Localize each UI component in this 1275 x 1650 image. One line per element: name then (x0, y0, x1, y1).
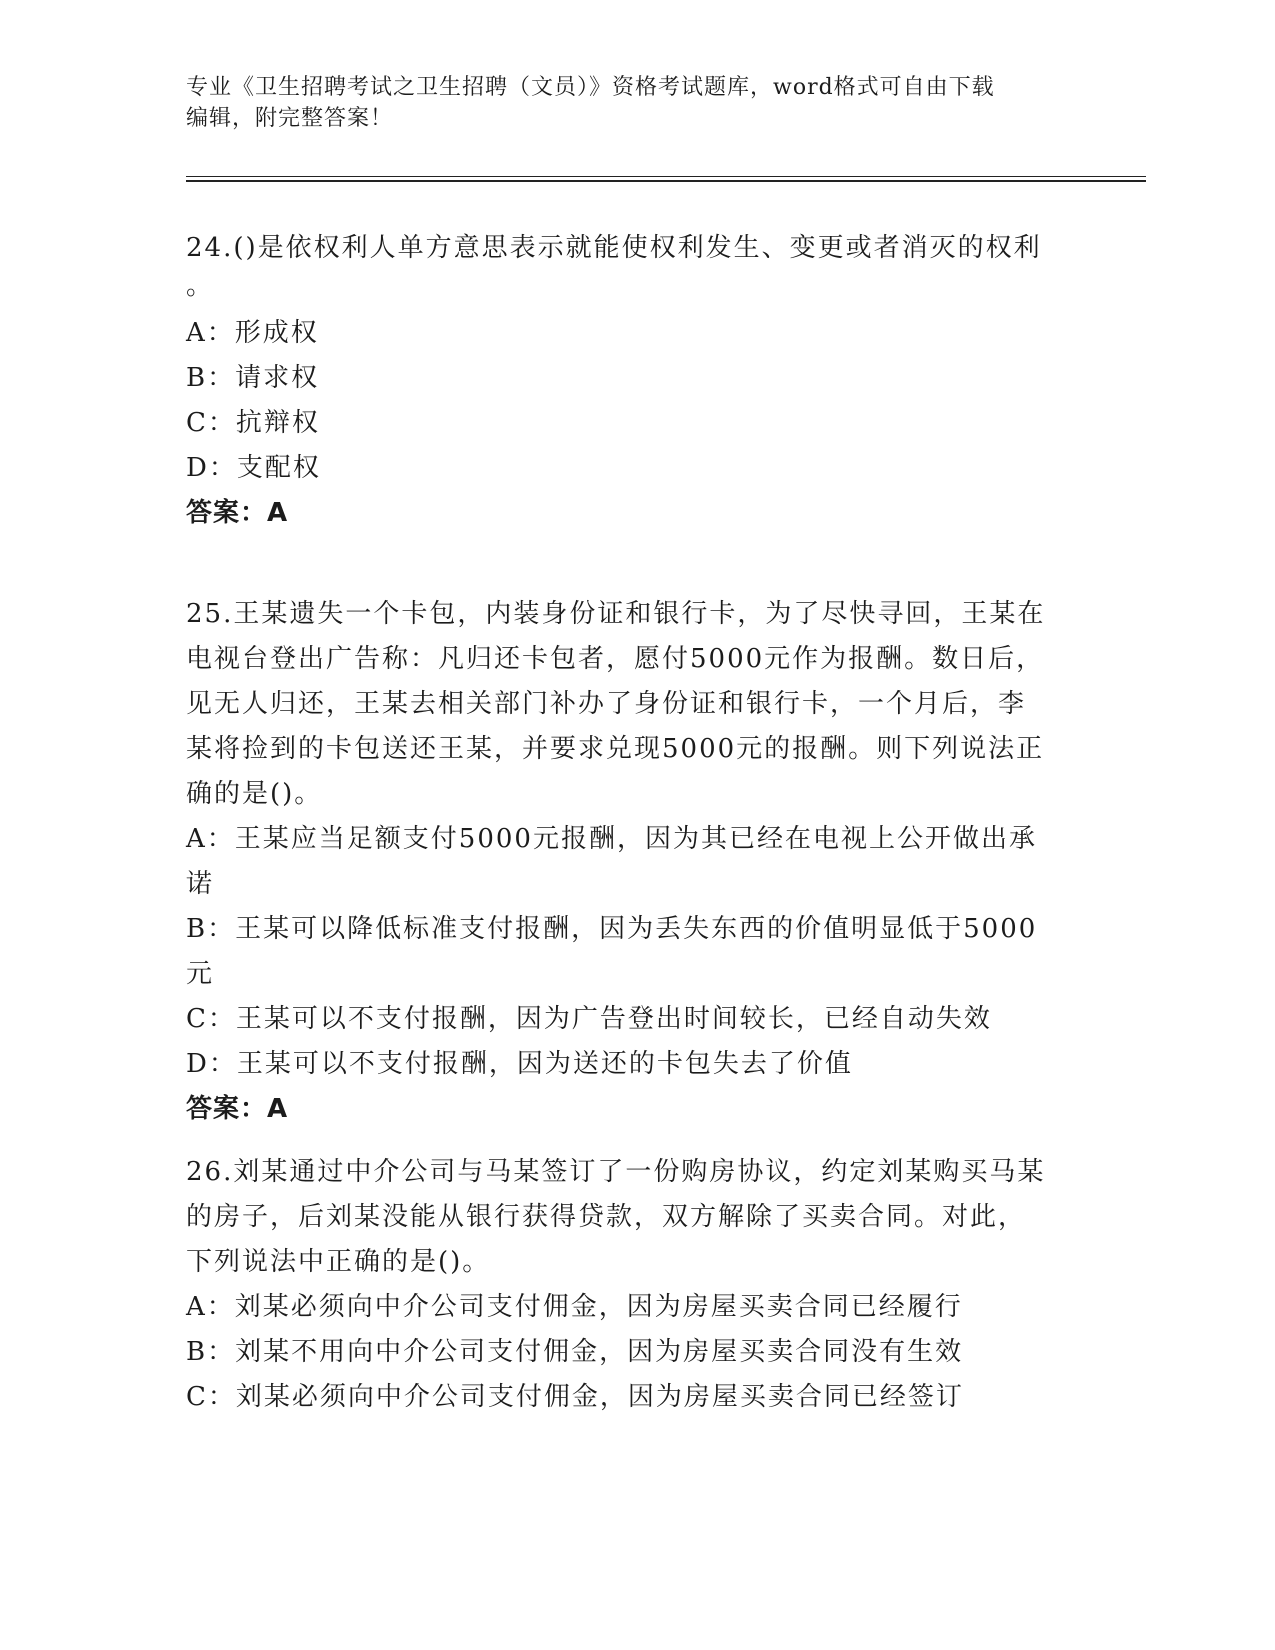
option-a: A：刘某必须向中介公司支付佣金，因为房屋买卖合同已经履行 (186, 1292, 963, 1322)
header-divider-thick (186, 180, 1146, 182)
option-b: B：请求权 (186, 363, 320, 393)
question-26 (186, 1150, 1066, 1420)
option-b-continued: 元 (186, 959, 215, 989)
question-stem-line: 电视台登出广告称：凡归还卡包者，愿付5000元作为报酬。数日后， (186, 644, 1045, 674)
question-stem-line: 26.刘某通过中介公司与马某签订了一份购房协议，约定刘某购买马某 (186, 1157, 1046, 1187)
header-line-1: 专业《卫生招聘考试之卫生招聘（文员）》资格考试题库，word格式可自由下载 (186, 75, 995, 100)
question-stem-line: 确的是()。 (186, 779, 323, 809)
option-d: D：支配权 (186, 453, 321, 483)
option-b: B：刘某不用向中介公司支付佣金，因为房屋买卖合同没有生效 (186, 1337, 964, 1367)
question-stem-line: 的房子，后刘某没能从银行获得贷款，双方解除了买卖合同。对此， (186, 1202, 1027, 1232)
question-stem-line: 某将捡到的卡包送还王某，并要求兑现5000元的报酬。则下列说法正 (186, 734, 1045, 764)
answer-label: 答案：A (186, 498, 289, 528)
question-stem-line: 。 (186, 271, 215, 301)
header-line-2: 编辑，附完整答案！ (186, 106, 394, 131)
option-c: C：抗辩权 (186, 408, 320, 438)
option-c: C：刘某必须向中介公司支付佣金，因为房屋买卖合同已经签订 (186, 1382, 964, 1412)
option-c: C：王某可以不支付报酬，因为广告登出时间较长，已经自动失效 (186, 1004, 992, 1034)
answer-label: 答案：A (186, 1094, 289, 1124)
question-stem-line: 24.()是依权利人单方意思表示就能使权利发生、变更或者消灭的权利 (186, 233, 1042, 263)
question-25 (186, 592, 1066, 1132)
question-24 (186, 226, 1066, 536)
header-divider-thin (186, 176, 1146, 177)
option-b: B：王某可以降低标准支付报酬，因为丢失东西的价值明显低于5000 (186, 914, 1038, 944)
document-header (186, 72, 1086, 134)
option-a: A：形成权 (186, 318, 319, 348)
question-stem-line: 见无人归还，王某去相关部门补办了身份证和银行卡，一个月后，李 (186, 689, 1027, 719)
option-a-continued: 诺 (186, 869, 215, 899)
option-d: D：王某可以不支付报酬，因为送还的卡包失去了价值 (186, 1049, 853, 1079)
question-stem-line: 25.王某遗失一个卡包，内装身份证和银行卡，为了尽快寻回，王某在 (186, 599, 1046, 629)
question-stem-line: 下列说法中正确的是()。 (186, 1247, 491, 1277)
option-a: A：王某应当足额支付5000元报酬，因为其已经在电视上公开做出承 (186, 824, 1037, 854)
